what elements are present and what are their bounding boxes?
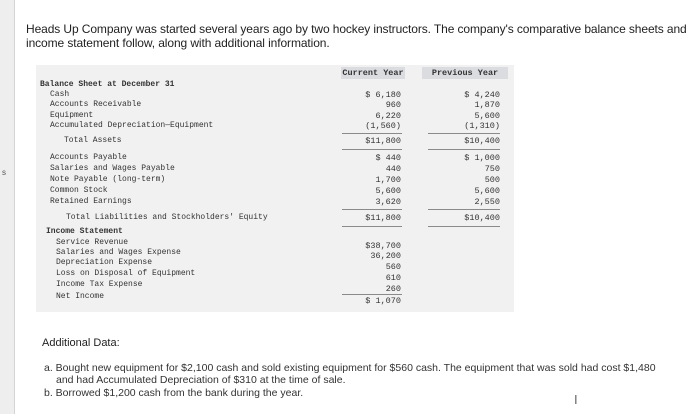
current-total-liabilities-equity: $11,800 [365, 213, 401, 223]
left-panel-edge [0, 0, 15, 414]
additional-item-a-line2: and had Accumulated Depreciation of $310 at the time of sale. [56, 374, 346, 386]
previous-accounts-receivable: 1,870 [474, 100, 500, 110]
rule-current-assets-double [342, 149, 402, 150]
row-label-note-payable: Note Payable (long-term) [50, 175, 166, 184]
row-label-service-revenue: Service Revenue [56, 238, 129, 247]
side-mark: s [2, 168, 6, 177]
current-cash: $ 6,180 [365, 90, 401, 100]
rule-current-total-assets [342, 133, 402, 134]
row-label-accounts-receivable: Accounts Receivable [50, 100, 142, 109]
previous-salaries-wages-payable: 750 [484, 164, 500, 174]
current-note-payable: 1,700 [375, 175, 401, 185]
current-equipment: 6,220 [375, 111, 401, 121]
rule-previous-total-liabilities [428, 209, 500, 210]
current-retained-earnings: 3,620 [375, 197, 401, 207]
row-label-income-tax-expense: Income Tax Expense [56, 280, 143, 289]
rule-previous-liabilities-double [428, 226, 500, 227]
row-label-equipment: Equipment [50, 111, 94, 120]
previous-note-payable: 500 [484, 175, 500, 185]
row-label-total-assets: Total Assets [64, 136, 122, 145]
current-loss-on-disposal: 610 [385, 273, 401, 283]
current-accounts-receivable: 960 [385, 100, 401, 110]
text-cursor-icon: I [574, 392, 578, 407]
previous-common-stock: 5,600 [474, 186, 500, 196]
current-salaries-wages-expense: 36,200 [370, 251, 401, 261]
current-service-revenue: $38,700 [365, 241, 401, 251]
current-salaries-wages-payable: 440 [385, 164, 401, 174]
rule-current-net-income [342, 294, 402, 295]
current-accounts-payable: $ 440 [375, 153, 401, 163]
rule-previous-assets-double [428, 149, 500, 150]
row-label-salaries-wages-payable: Salaries and Wages Payable [50, 164, 175, 173]
rule-current-liabilities-double [342, 226, 402, 227]
additional-item-b: b. Borrowed $1,200 cash from the bank during the year. [44, 387, 304, 399]
intro-paragraph: Heads Up Company was started several years ago by two hockey instructors. The company's comparative balance sheets and income statement follow, along with additional information. [26, 22, 687, 50]
row-label-retained-earnings: Retained Earnings [50, 197, 132, 206]
row-label-salaries-wages-expense: Salaries and Wages Expense [56, 248, 181, 257]
row-label-common-stock: Common Stock [50, 186, 108, 195]
current-depreciation-expense: 560 [385, 262, 401, 272]
row-label-accounts-payable: Accounts Payable [50, 153, 127, 162]
current-net-income: $ 1,070 [365, 296, 401, 306]
section-title-income-statement: Income Statement [46, 227, 123, 236]
row-label-accumulated-depreciation: Accumulated Depreciation—Equipment [50, 121, 214, 130]
row-label-cash: Cash [50, 90, 70, 99]
row-label-loss-on-disposal: Loss on Disposal of Equipment [56, 269, 196, 278]
previous-total-assets: $10,400 [464, 136, 500, 146]
rule-current-total-liabilities [342, 209, 402, 210]
rule-previous-total-assets [428, 133, 500, 134]
current-common-stock: 5,600 [375, 186, 401, 196]
additional-data-title: Additional Data: [42, 337, 120, 349]
additional-item-a-line1: a. Bought new equipment for $2,100 cash and sold existing equipment for $560 cash. The equipment that was sold had cost $1,480 [44, 362, 656, 374]
current-total-assets: $11,800 [365, 136, 401, 146]
row-label-net-income: Net Income [56, 292, 105, 301]
financial-statements-table [36, 65, 514, 312]
previous-accumulated-depreciation: (1,310) [464, 121, 500, 131]
previous-retained-earnings: 2,550 [474, 197, 500, 207]
column-header-previous-year: Previous Year [422, 67, 508, 79]
section-title-balance-sheet: Balance Sheet at December 31 [40, 80, 175, 89]
row-label-total-liabilities-equity: Total Liabilities and Stockholders' Equity [66, 213, 268, 222]
previous-cash: $ 4,240 [464, 90, 500, 100]
current-income-tax-expense: 260 [385, 284, 401, 294]
current-accumulated-depreciation: (1,560) [365, 121, 401, 131]
previous-equipment: 5,600 [474, 111, 500, 121]
previous-accounts-payable: $ 1,000 [464, 153, 500, 163]
row-label-depreciation-expense: Depreciation Expense [56, 258, 153, 267]
previous-total-liabilities-equity: $10,400 [464, 213, 500, 223]
column-header-current-year: Current Year [342, 68, 404, 78]
